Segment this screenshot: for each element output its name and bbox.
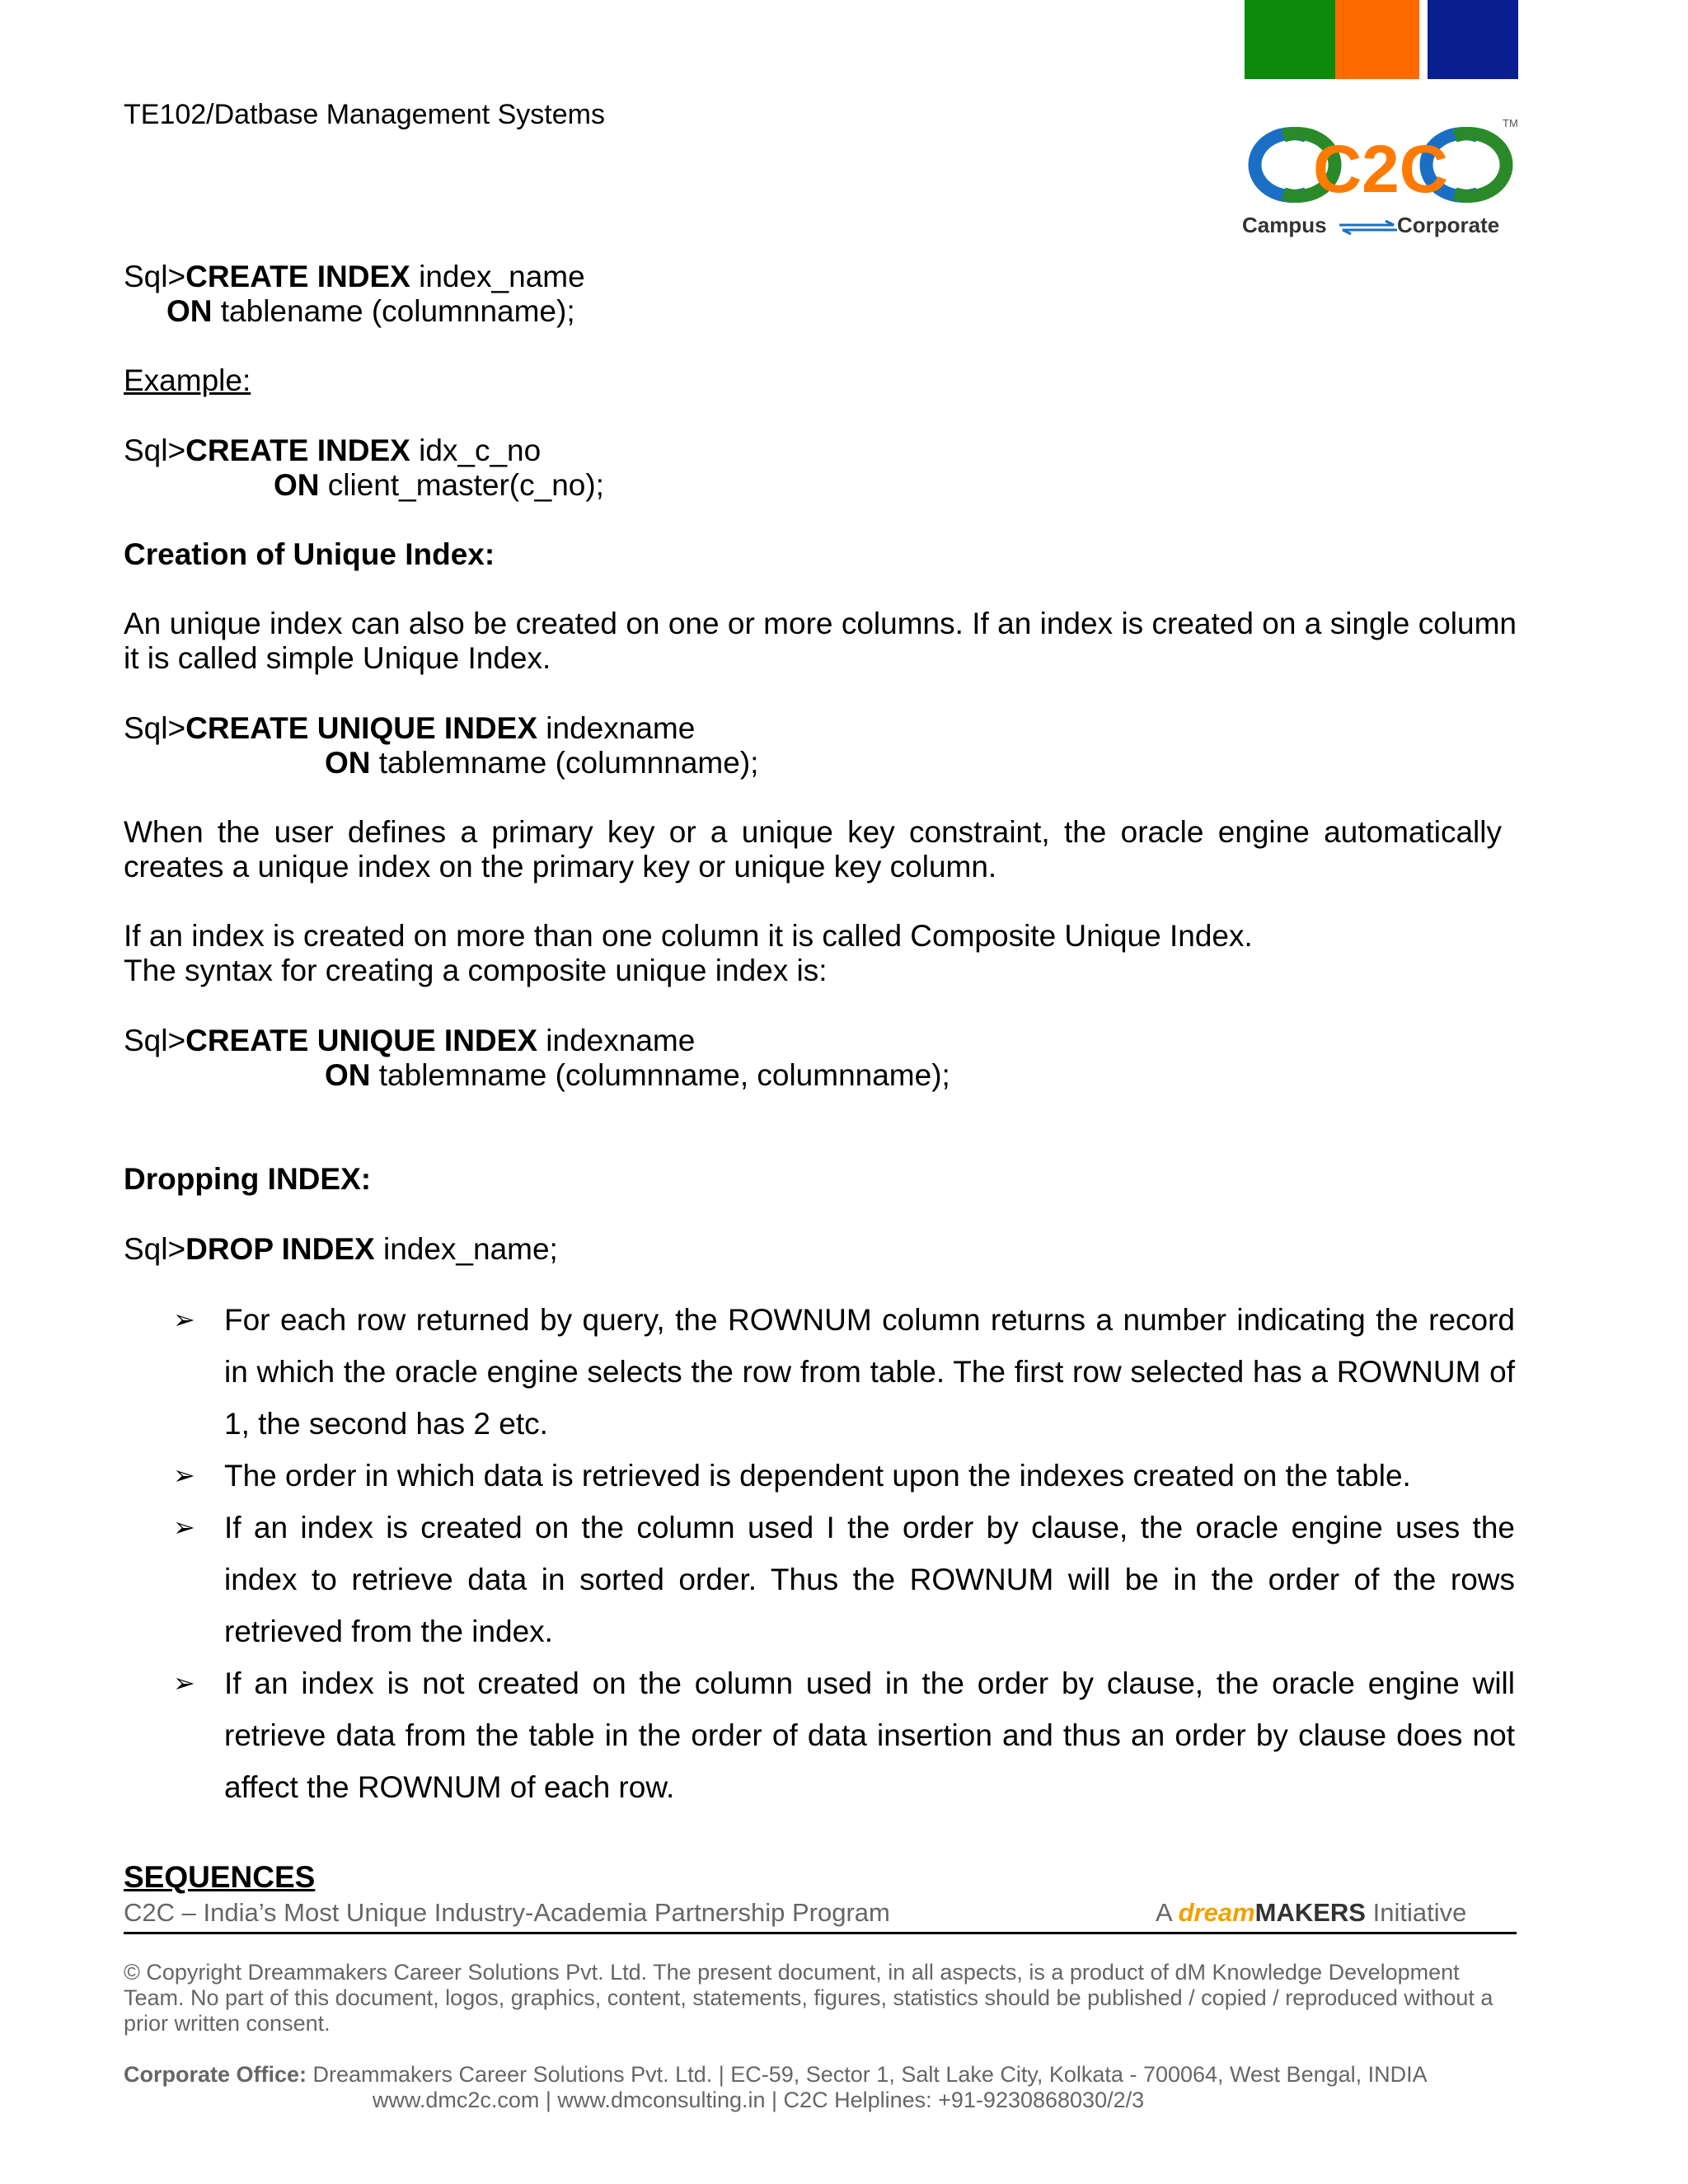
example-label: Example:	[124, 363, 251, 397]
logo-corporate: Corporate	[1397, 213, 1500, 237]
create-index-syntax-on: ON tablename (columnname);	[166, 294, 575, 328]
arrow-bullet-icon: ➢	[173, 1512, 195, 1542]
sequences-heading: SEQUENCES	[124, 1860, 316, 1894]
unique-index-heading: Creation of Unique Index:	[124, 537, 495, 571]
contact-line: www.dmc2c.com | www.dmconsulting.in | C2C Helplines: +91-9230868030/2/3	[372, 2088, 1145, 2112]
unique-index-paragraph: An unique index can also be created on one or more columns. If an index is created on a single column it is called simple Unique Index.	[124, 607, 1517, 675]
c2c-logo	[1240, 115, 1521, 247]
arrow-bullet-icon: ➢	[173, 1305, 195, 1334]
unique-index-syntax: Sql>CREATE UNIQUE INDEX indexname	[124, 711, 696, 745]
copyright-notice: © Copyright Dreammakers Career Solutions Pvt. Ltd. The present document, in all aspects, is a product of dM Knowledge Development Team. No part of this document, logos, graphics, content, statements, figures, statistics should be published / copied / reproduced without a prior written consent.	[124, 1960, 1493, 2036]
arrow-bullet-icon: ➢	[173, 1668, 195, 1698]
logo-mark: C2C	[1312, 132, 1449, 207]
composite-index-syntax: Sql>CREATE UNIQUE INDEX indexname	[124, 1024, 696, 1057]
logo-tm: TM	[1503, 117, 1518, 129]
footer-initiative: A dreamMAKERS Initiative	[1156, 1898, 1467, 1927]
list-item: ➢ If an index is not created on the column used in the order by clause, the oracle engine will retrieve data from the table in the order of data insertion and thus an order by clause does not affect the ROWNUM of each row.	[173, 1657, 1515, 1813]
logo-campus: Campus	[1242, 213, 1327, 237]
primary-key-paragraph: When the user defines a primary key or a unique key constraint, the oracle engine automatically creates a unique index on the primary key or unique key column.	[124, 815, 1502, 883]
course-title: TE102/Datbase Management Systems	[124, 99, 605, 130]
example-syntax: Sql>CREATE INDEX idx_c_no	[124, 434, 542, 467]
create-index-syntax: Sql>CREATE INDEX index_name	[124, 260, 585, 293]
rownum-bullet-list	[173, 1294, 1515, 1813]
corporate-office: Corporate Office: Dreammakers Career Solutions Pvt. Ltd. | EC-59, Sector 1, Salt Lake City, Kolkata - 700064, West Bengal, INDIA	[124, 2062, 1428, 2087]
drop-index-syntax: Sql>DROP INDEX index_name;	[124, 1232, 558, 1266]
brand-square-blue	[1428, 0, 1518, 79]
list-item: ➢ The order in which data is retrieved is dependent upon the indexes created on the table.	[173, 1450, 1515, 1502]
composite-line-2: The syntax for creating a composite unique index is:	[124, 954, 828, 987]
footer-tagline: C2C – India’s Most Unique Industry-Academia Partnership Program	[124, 1898, 890, 1927]
c2c-logo-icon	[1240, 115, 1521, 210]
footer-divider	[124, 1932, 1517, 1934]
example-syntax-on: ON client_master(c_no);	[274, 468, 604, 502]
swap-arrow-icon	[1336, 219, 1400, 236]
arrow-bullet-icon: ➢	[173, 1460, 195, 1490]
brand-square-orange	[1335, 0, 1419, 79]
brand-square-green	[1245, 0, 1335, 79]
unique-index-syntax-on: ON tablemname (columnname);	[325, 746, 759, 780]
dropping-index-heading: Dropping INDEX:	[124, 1162, 372, 1196]
list-item: ➢ If an index is created on the column used I the order by clause, the oracle engine uses the index to retrieve data in sorted order. Thus the ROWNUM will be in the order of the rows retrieved from the index.	[173, 1502, 1515, 1657]
composite-index-syntax-on: ON tablemname (columnname, columnname);	[325, 1058, 950, 1092]
composite-line-1: If an index is created on more than one column it is called Composite Unique Index.	[124, 919, 1253, 953]
list-item: ➢ For each row returned by query, the ROWNUM column returns a number indicating the record in which the oracle engine selects the row from table. The first row selected has a ROWNUM of 1, the second has 2 etc.	[173, 1294, 1515, 1450]
